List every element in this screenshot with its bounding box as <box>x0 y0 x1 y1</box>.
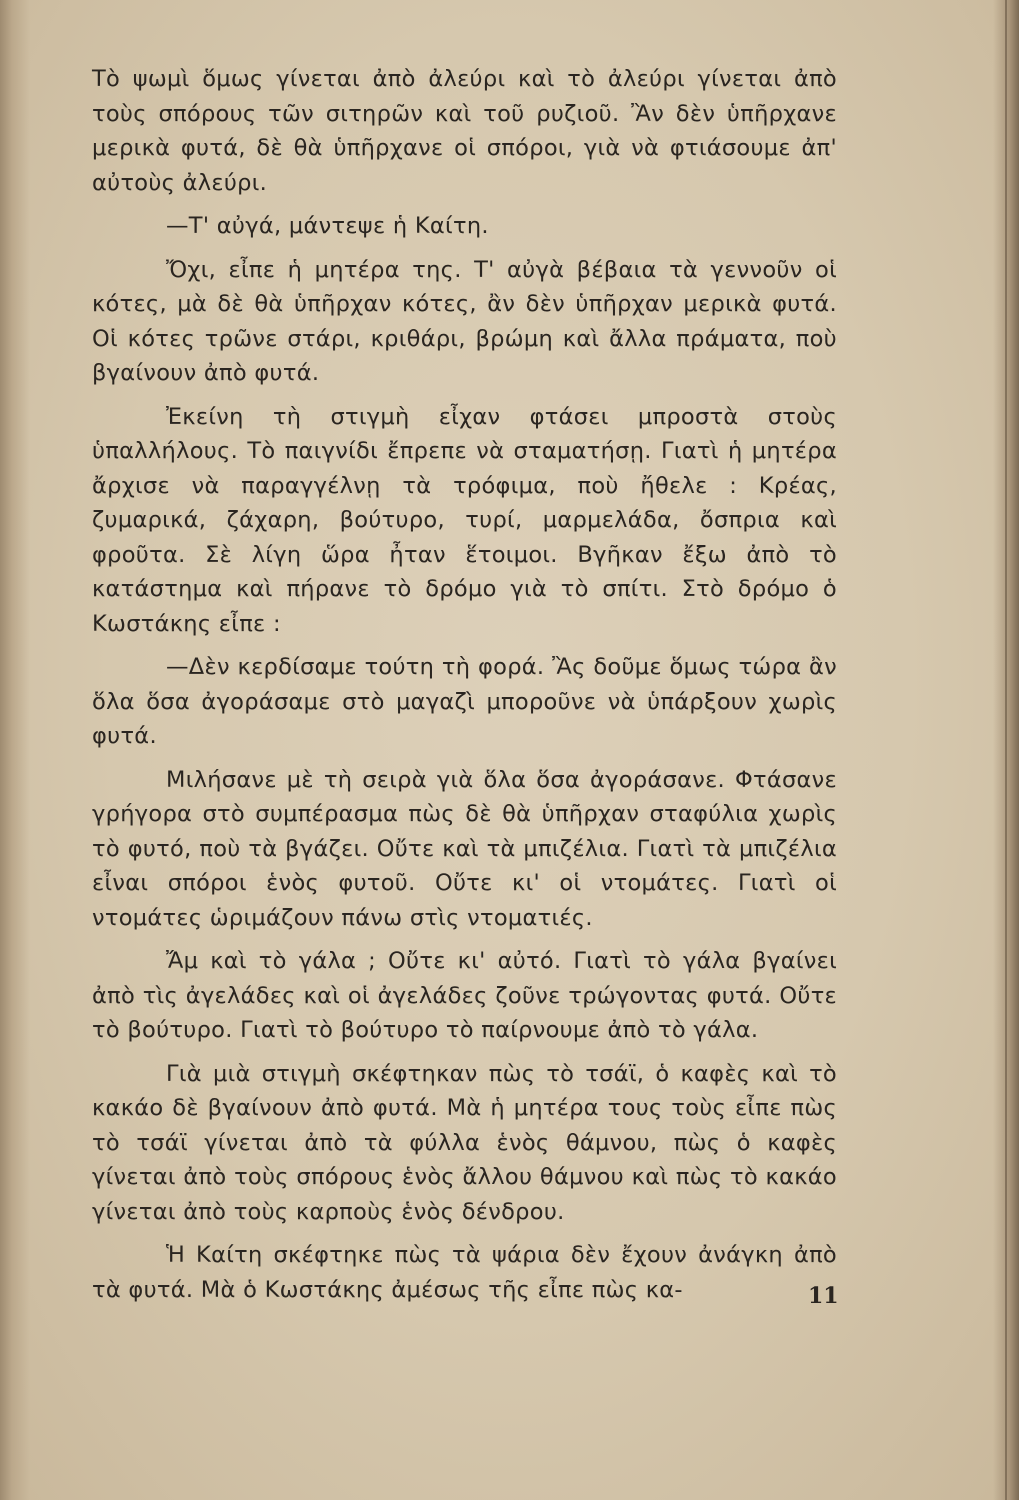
paragraph-4: Ἐκείνη τὴ στιγμὴ εἶχαν φτάσει μπροστὰ στοὺς ὑπαλλήλους. Τὸ παιγνίδι ἔπρεπε νὰ σταματήσῃ. Γιατὶ ἡ μητέρα ἄρχισε νὰ παραγγέλνῃ τὰ τρόφιμα, ποὺ ἤθελε : Κρέας, ζυμαρικά, ζάχαρη, βούτυρο, τυρί, μαρμελάδα, ὄσπρια καὶ φροῦτα. Σὲ λίγη ὥρα ἦταν ἕτοιμοι. Βγῆκαν ἔξω ἀπὸ τὸ κατάστημα καὶ πήρανε τὸ δρόμο γιὰ τὸ σπίτι. Στὸ δρόμο ὁ Κωστάκης εἶπε : <box>92 403 837 637</box>
paragraph-9: Ἡ Καίτη σκέφτηκε πὼς τὰ ψάρια δὲν ἔχουν ἀνάγκη ἀπὸ τὰ φυτά. Μὰ ὁ Κωστάκης ἀμέσως τῆς εἶπε πὼς κα- <box>92 1242 837 1303</box>
body-text <box>92 62 837 1316</box>
page-edge-line <box>1005 0 1007 1500</box>
paragraph-1: Τὸ ψωμὶ ὅμως γίνεται ἀπὸ ἀλεύρι καὶ τὸ ἀλεύρι γίνεται ἀπὸ τοὺς σπόρους τῶν σιτηρῶν καὶ τοῦ ρυζιοῦ. Ἂν δὲν ὑπῆρχανε μερικὰ φυτά, δὲ θὰ ὑπῆρχανε οἱ σπόροι, γιὰ νὰ φτιάσουμε ἀπ' αὐτοὺς ἀλεύρι. <box>92 66 837 196</box>
paragraph-5: —Δὲν κερδίσαμε τούτη τὴ φορά. Ἂς δοῦμε ὅμως τώρα ἂν ὅλα ὅσα ἀγοράσαμε στὸ μαγαζὶ μποροῦνε νὰ ὑπάρξουν χωρὶς φυτά. <box>92 654 837 749</box>
paragraph-8: Γιὰ μιὰ στιγμὴ σκέφτηκαν πὼς τὸ τσάϊ, ὁ καφὲς καὶ τὸ κακάο δὲ βγαίνουν ἀπὸ φυτά. Μὰ ἡ μητέρα τους τοὺς εἶπε πὼς τὸ τσάϊ γίνεται ἀπὸ τὰ φύλλα ἑνὸς θάμνου, πὼς ὁ καφὲς γίνεται ἀπὸ τοὺς σπόρους ἑνὸς ἄλλου θάμνου καὶ πὼς τὸ κακάο γίνεται ἀπὸ τοὺς καρποὺς ἑνὸς δένδρου. <box>92 1060 837 1225</box>
paragraph-6: Μιλήσανε μὲ τὴ σειρὰ γιὰ ὅλα ὅσα ἀγοράσανε. Φτάσανε γρήγορα στὸ συμπέρασμα πὼς δὲ θὰ ὑπῆρχαν σταφύλια χωρὶς τὸ φυτό, ποὺ τὰ βγάζει. Οὔτε καὶ τὰ μπιζέλια. Γιατὶ τὰ μπιζέλια εἶναι σπόροι ἑνὸς φυτοῦ. Οὔτε κι' οἱ ντομάτες. Γιατὶ οἱ ντομάτες ὡριμάζουν πάνω στὶς ντοματιές. <box>92 766 837 931</box>
page-gutter-shadow <box>0 0 30 1500</box>
page-number: 11 <box>808 1283 839 1309</box>
paragraph-7: Ἄμ καὶ τὸ γάλα ; Οὔτε κι' αὐτό. Γιατὶ τὸ γάλα βγαίνει ἀπὸ τὶς ἀγελάδες καὶ οἱ ἀγελάδες ζοῦνε τρώγοντας φυτά. Οὔτε τὸ βούτυρο. Γιατὶ τὸ βούτυρο τὸ παίρνουμε ἀπὸ τὸ γάλα. <box>92 948 837 1043</box>
paragraph-3: Ὄχι, εἶπε ἡ μητέρα της. Τ' αὐγὰ βέβαια τὰ γεννοῦν οἱ κότες, μὰ δὲ θὰ ὑπῆρχαν κότες, ἂν δὲν ὑπῆρχαν μερικὰ φυτά. Οἱ κότες τρῶνε στάρι, κριθάρι, βρώμη καὶ ἄλλα πράματα, ποὺ βγαίνουν ἀπὸ φυτά. <box>92 256 837 386</box>
paragraph-2: —Τ' αὐγά, μάντεψε ἡ Καίτη. <box>166 213 489 239</box>
